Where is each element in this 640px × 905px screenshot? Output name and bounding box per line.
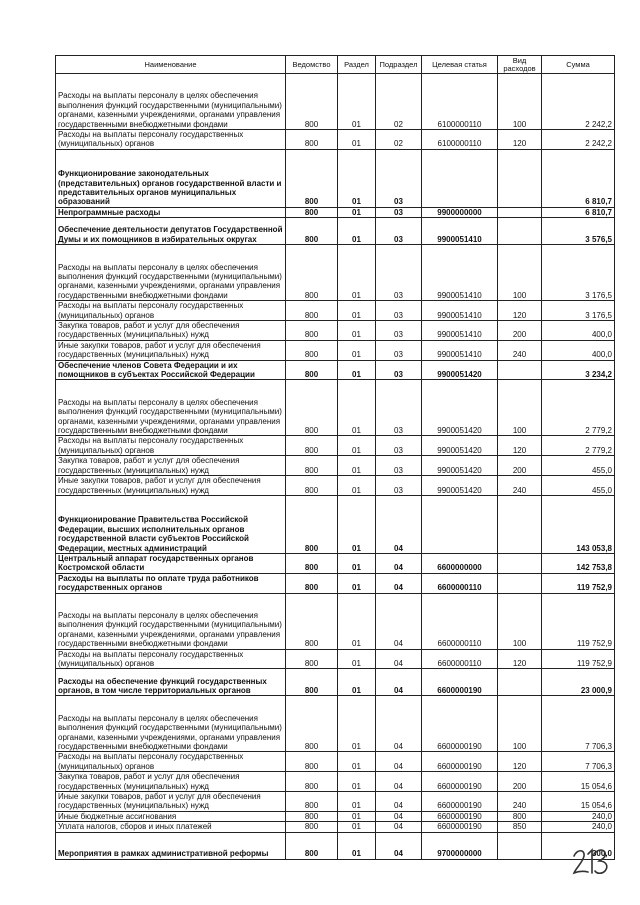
cell-podrazdel: 02 <box>376 74 422 130</box>
cell-summa: 2 242,2 <box>542 130 615 150</box>
cell-summa: 7 706,3 <box>542 696 615 752</box>
cell-razdel: 01 <box>338 456 376 476</box>
cell-summa: 119 752,9 <box>542 649 615 669</box>
cell-ved: 800 <box>286 380 338 436</box>
cell-statya: 9900051420 <box>422 476 498 496</box>
cell-summa: 300,0 <box>542 832 615 859</box>
cell-ved: 800 <box>286 811 338 821</box>
cell-statya: 9900000000 <box>422 207 498 217</box>
table-row <box>56 74 615 130</box>
cell-summa: 240,0 <box>542 811 615 821</box>
cell-razdel: 01 <box>338 791 376 811</box>
cell-name: Закупка товаров, работ и услуг для обеспечения государственных (муниципальных) нужд <box>56 321 286 341</box>
cell-ved: 800 <box>286 74 338 130</box>
cell-statya <box>422 149 498 207</box>
table-row <box>56 218 615 245</box>
cell-razdel: 01 <box>338 476 376 496</box>
cell-vid: 850 <box>498 822 542 832</box>
cell-statya: 9900051410 <box>422 321 498 341</box>
table-row <box>56 811 615 821</box>
header-vid-raskhodov: Вид расходов <box>498 56 542 74</box>
cell-statya: 6600000190 <box>422 791 498 811</box>
cell-razdel: 01 <box>338 245 376 301</box>
cell-vid: 120 <box>498 752 542 772</box>
cell-podrazdel: 03 <box>376 380 422 436</box>
cell-vid: 100 <box>498 593 542 649</box>
cell-summa: 455,0 <box>542 456 615 476</box>
cell-name: Расходы на выплаты персоналу государственных (муниципальных) органов <box>56 301 286 321</box>
cell-statya: 9900051410 <box>422 218 498 245</box>
table-row <box>56 573 615 593</box>
cell-name: Иные закупки товаров, работ и услуг для обеспечения государственных (муниципальных) нужд <box>56 476 286 496</box>
cell-razdel: 01 <box>338 573 376 593</box>
cell-ved: 800 <box>286 669 338 696</box>
cell-ved: 800 <box>286 772 338 792</box>
cell-statya: 9900051410 <box>422 340 498 360</box>
cell-vid: 200 <box>498 772 542 792</box>
cell-statya: 9900051410 <box>422 245 498 301</box>
cell-statya: 9700000000 <box>422 832 498 859</box>
cell-ved: 800 <box>286 553 338 573</box>
cell-razdel: 01 <box>338 822 376 832</box>
table-row <box>56 822 615 832</box>
table-row <box>56 207 615 217</box>
cell-razdel: 01 <box>338 360 376 380</box>
cell-podrazdel: 03 <box>376 476 422 496</box>
header-podrazdel: Подраздел <box>376 56 422 74</box>
table-row <box>56 791 615 811</box>
cell-name: Расходы на выплаты персоналу в целях обеспечения выполнения функций государственными (муниципальными) органами, казенными учреждениями, органами управления государственными внебюджетными фондами <box>56 74 286 130</box>
cell-vid: 120 <box>498 436 542 456</box>
cell-name: Закупка товаров, работ и услуг для обеспечения государственных (муниципальных) нужд <box>56 772 286 792</box>
table-row <box>56 832 615 859</box>
cell-summa: 142 753,8 <box>542 553 615 573</box>
table-row <box>56 593 615 649</box>
cell-vid <box>498 149 542 207</box>
cell-vid: 240 <box>498 476 542 496</box>
cell-ved: 800 <box>286 218 338 245</box>
cell-podrazdel: 04 <box>376 752 422 772</box>
cell-vid: 100 <box>498 245 542 301</box>
cell-razdel: 01 <box>338 495 376 553</box>
header-summa: Сумма <box>542 56 615 74</box>
cell-podrazdel: 03 <box>376 149 422 207</box>
cell-razdel: 01 <box>338 752 376 772</box>
header-name: Наименование <box>56 56 286 74</box>
cell-name: Обеспечение деятельности депутатов Государственной Думы и их помощников в избирательных округах <box>56 218 286 245</box>
cell-razdel: 01 <box>338 74 376 130</box>
cell-vid: 200 <box>498 321 542 341</box>
cell-statya: 6100000110 <box>422 74 498 130</box>
cell-name: Уплата налогов, сборов и иных платежей <box>56 822 286 832</box>
table-row <box>56 649 615 669</box>
cell-vid: 240 <box>498 340 542 360</box>
cell-name: Расходы на выплаты персоналу государственных (муниципальных) органов <box>56 436 286 456</box>
cell-ved: 800 <box>286 207 338 217</box>
cell-statya: 9900051420 <box>422 360 498 380</box>
cell-ved: 800 <box>286 495 338 553</box>
cell-summa: 400,0 <box>542 321 615 341</box>
cell-podrazdel: 04 <box>376 649 422 669</box>
cell-name: Расходы на выплаты персоналу в целях обеспечения выполнения функций государственными (муниципальными) органами, казенными учреждениями, органами управления государственными внебюджетными фондами <box>56 696 286 752</box>
cell-name: Расходы на выплаты по оплате труда работников государственных органов <box>56 573 286 593</box>
cell-summa: 3 576,5 <box>542 218 615 245</box>
cell-statya: 6600000110 <box>422 593 498 649</box>
cell-razdel: 01 <box>338 696 376 752</box>
cell-name: Иные закупки товаров, работ и услуг для обеспечения государственных (муниципальных) нужд <box>56 791 286 811</box>
cell-ved: 800 <box>286 752 338 772</box>
cell-razdel: 01 <box>338 321 376 341</box>
table-row <box>56 553 615 573</box>
cell-name: Функционирование Правительства Российской Федерации, высших исполнительных органов государственной власти субъектов Российской Федерации, местных администраций <box>56 495 286 553</box>
cell-podrazdel: 03 <box>376 245 422 301</box>
table-row <box>56 149 615 207</box>
table-row <box>56 301 615 321</box>
cell-vid: 100 <box>498 380 542 436</box>
cell-summa: 7 706,3 <box>542 752 615 772</box>
cell-summa: 3 176,5 <box>542 301 615 321</box>
cell-summa: 3 176,5 <box>542 245 615 301</box>
cell-name: Расходы на обеспечение функций государственных органов, в том числе территориальных органов <box>56 669 286 696</box>
cell-statya: 6100000110 <box>422 130 498 150</box>
table-row <box>56 696 615 752</box>
cell-summa: 15 054,6 <box>542 791 615 811</box>
cell-name: Расходы на выплаты персоналу государственных (муниципальных) органов <box>56 130 286 150</box>
cell-summa: 2 242,2 <box>542 74 615 130</box>
cell-statya: 6600000190 <box>422 811 498 821</box>
cell-name: Мероприятия в рамках административной реформы <box>56 832 286 859</box>
cell-ved: 800 <box>286 130 338 150</box>
cell-vid: 100 <box>498 74 542 130</box>
cell-razdel: 01 <box>338 593 376 649</box>
cell-vid: 800 <box>498 811 542 821</box>
header-razdel: Раздел <box>338 56 376 74</box>
cell-vid <box>498 495 542 553</box>
cell-podrazdel: 03 <box>376 456 422 476</box>
cell-razdel: 01 <box>338 553 376 573</box>
cell-podrazdel: 04 <box>376 669 422 696</box>
cell-razdel: 01 <box>338 436 376 456</box>
cell-name: Расходы на выплаты персоналу в целях обеспечения выполнения функций государственными (муниципальными) органами, казенными учреждениями, органами управления государственными внебюджетными фондами <box>56 380 286 436</box>
cell-vid: 120 <box>498 301 542 321</box>
header-tselevaya-statya: Целевая статья <box>422 56 498 74</box>
cell-podrazdel: 02 <box>376 130 422 150</box>
cell-summa: 6 810,7 <box>542 207 615 217</box>
cell-vid <box>498 669 542 696</box>
cell-statya: 6600000190 <box>422 822 498 832</box>
cell-razdel: 01 <box>338 811 376 821</box>
cell-statya: 6600000190 <box>422 772 498 792</box>
cell-summa: 119 752,9 <box>542 593 615 649</box>
cell-statya: 6600000190 <box>422 696 498 752</box>
cell-podrazdel: 04 <box>376 822 422 832</box>
cell-podrazdel: 03 <box>376 340 422 360</box>
cell-summa: 2 779,2 <box>542 380 615 436</box>
cell-ved: 800 <box>286 301 338 321</box>
cell-name: Расходы на выплаты персоналу государственных (муниципальных) органов <box>56 649 286 669</box>
cell-statya: 6600000000 <box>422 553 498 573</box>
table-row <box>56 456 615 476</box>
cell-name: Расходы на выплаты персоналу в целях обеспечения выполнения функций государственными (муниципальными) органами, казенными учреждениями, органами управления государственными внебюджетными фондами <box>56 245 286 301</box>
cell-podrazdel: 04 <box>376 791 422 811</box>
cell-razdel: 01 <box>338 301 376 321</box>
header-vedomstvo: Ведомство <box>286 56 338 74</box>
cell-podrazdel: 04 <box>376 573 422 593</box>
budget-table <box>55 55 615 860</box>
table-row <box>56 476 615 496</box>
cell-statya: 6600000190 <box>422 752 498 772</box>
cell-podrazdel: 04 <box>376 832 422 859</box>
cell-ved: 800 <box>286 593 338 649</box>
cell-statya <box>422 495 498 553</box>
cell-razdel: 01 <box>338 772 376 792</box>
cell-summa: 119 752,9 <box>542 573 615 593</box>
cell-vid <box>498 832 542 859</box>
cell-podrazdel: 03 <box>376 301 422 321</box>
cell-vid <box>498 207 542 217</box>
cell-name: Обеспечение членов Совета Федерации и их помощников в субъектах Российской Федерации <box>56 360 286 380</box>
table-row <box>56 340 615 360</box>
cell-vid <box>498 360 542 380</box>
cell-statya: 6600000190 <box>422 669 498 696</box>
cell-ved: 800 <box>286 456 338 476</box>
cell-ved: 800 <box>286 832 338 859</box>
cell-name: Закупка товаров, работ и услуг для обеспечения государственных (муниципальных) нужд <box>56 456 286 476</box>
cell-razdel: 01 <box>338 649 376 669</box>
cell-summa: 3 234,2 <box>542 360 615 380</box>
cell-name: Функционирование законодательных (представительных) органов государственной власти и представительных органов муниципальных образований <box>56 149 286 207</box>
cell-ved: 800 <box>286 791 338 811</box>
cell-ved: 800 <box>286 822 338 832</box>
cell-vid <box>498 573 542 593</box>
cell-podrazdel: 04 <box>376 593 422 649</box>
cell-summa: 2 779,2 <box>542 436 615 456</box>
cell-summa: 455,0 <box>542 476 615 496</box>
cell-summa: 400,0 <box>542 340 615 360</box>
cell-vid: 120 <box>498 649 542 669</box>
cell-name: Расходы на выплаты персоналу государственных (муниципальных) органов <box>56 752 286 772</box>
cell-razdel: 01 <box>338 218 376 245</box>
table-row <box>56 321 615 341</box>
cell-vid: 120 <box>498 130 542 150</box>
cell-razdel: 01 <box>338 130 376 150</box>
cell-ved: 800 <box>286 360 338 380</box>
table-row <box>56 752 615 772</box>
cell-ved: 800 <box>286 340 338 360</box>
cell-razdel: 01 <box>338 340 376 360</box>
cell-podrazdel: 04 <box>376 811 422 821</box>
cell-podrazdel: 03 <box>376 436 422 456</box>
table-row <box>56 380 615 436</box>
cell-statya: 9900051420 <box>422 380 498 436</box>
cell-name: Иные закупки товаров, работ и услуг для обеспечения государственных (муниципальных) нужд <box>56 340 286 360</box>
cell-vid: 100 <box>498 696 542 752</box>
cell-razdel: 01 <box>338 149 376 207</box>
cell-podrazdel: 04 <box>376 553 422 573</box>
cell-ved: 800 <box>286 149 338 207</box>
table-row <box>56 495 615 553</box>
handwritten-page-number <box>572 846 618 876</box>
cell-razdel: 01 <box>338 832 376 859</box>
cell-ved: 800 <box>286 321 338 341</box>
cell-razdel: 01 <box>338 669 376 696</box>
cell-podrazdel: 04 <box>376 696 422 752</box>
cell-vid <box>498 218 542 245</box>
cell-podrazdel: 04 <box>376 495 422 553</box>
cell-summa: 143 053,8 <box>542 495 615 553</box>
cell-razdel: 01 <box>338 380 376 436</box>
cell-podrazdel: 03 <box>376 218 422 245</box>
cell-summa: 15 054,6 <box>542 772 615 792</box>
cell-vid: 200 <box>498 456 542 476</box>
cell-vid: 240 <box>498 791 542 811</box>
cell-ved: 800 <box>286 696 338 752</box>
table-row <box>56 130 615 150</box>
table-row <box>56 772 615 792</box>
cell-name: Непрограммные расходы <box>56 207 286 217</box>
cell-summa: 6 810,7 <box>542 149 615 207</box>
table-body <box>56 74 615 860</box>
cell-ved: 800 <box>286 476 338 496</box>
table-row <box>56 245 615 301</box>
header-row <box>56 56 615 74</box>
cell-name: Центральный аппарат государственных органов Костромской области <box>56 553 286 573</box>
cell-razdel: 01 <box>338 207 376 217</box>
cell-summa: 23 000,9 <box>542 669 615 696</box>
cell-statya: 6600000110 <box>422 573 498 593</box>
table-row <box>56 436 615 456</box>
cell-ved: 800 <box>286 573 338 593</box>
table-row <box>56 669 615 696</box>
cell-name: Расходы на выплаты персоналу в целях обеспечения выполнения функций государственными (муниципальными) органами, казенными учреждениями, органами управления государственными внебюджетными фондами <box>56 593 286 649</box>
cell-statya: 9900051420 <box>422 436 498 456</box>
cell-name: Иные бюджетные ассигнования <box>56 811 286 821</box>
cell-statya: 9900051420 <box>422 456 498 476</box>
cell-statya: 6600000110 <box>422 649 498 669</box>
cell-podrazdel: 04 <box>376 772 422 792</box>
cell-vid <box>498 553 542 573</box>
cell-podrazdel: 03 <box>376 207 422 217</box>
table-row <box>56 360 615 380</box>
cell-ved: 800 <box>286 649 338 669</box>
cell-ved: 800 <box>286 245 338 301</box>
cell-statya: 9900051410 <box>422 301 498 321</box>
cell-podrazdel: 03 <box>376 360 422 380</box>
cell-ved: 800 <box>286 436 338 456</box>
cell-summa: 240,0 <box>542 822 615 832</box>
cell-podrazdel: 03 <box>376 321 422 341</box>
